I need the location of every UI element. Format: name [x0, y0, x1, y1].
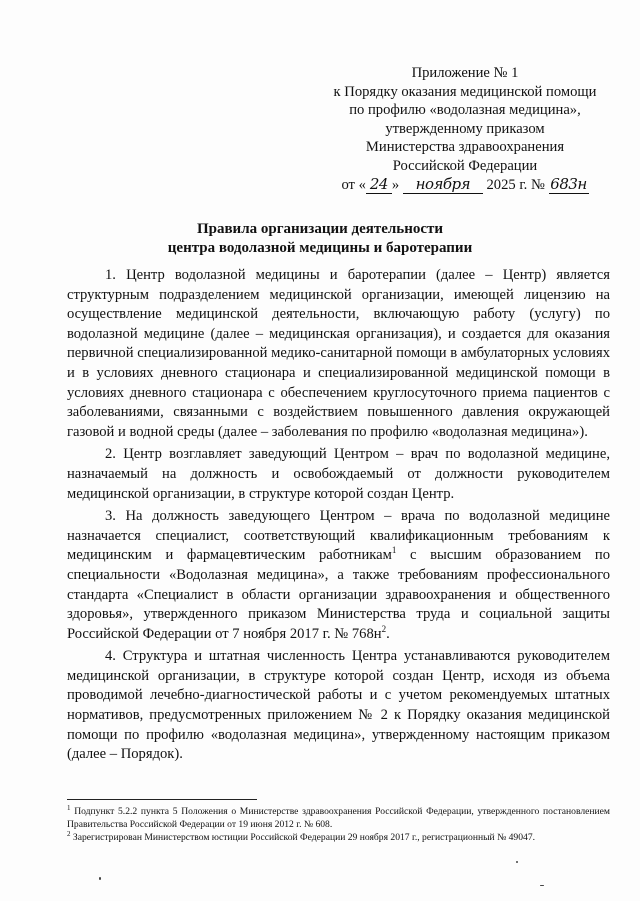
footnote-ref-2: 2: [381, 623, 387, 634]
footnote-1-text: Подпункт 5.2.2 пункта 5 Положения о Министерстве здравоохранения Российской Федерации, утвержденного постановлением Правительства Российской Федерации от 19 июня 2012 г. № 608.: [67, 806, 610, 830]
document-body: [67, 266, 610, 768]
footnote-1: [67, 803, 610, 831]
scan-speck: [516, 861, 518, 863]
date-year: 2025 г. №: [482, 176, 549, 193]
appendix-number: Приложение № 1: [411, 65, 519, 81]
date-day-handwritten: 24: [369, 174, 388, 193]
title-line-2: центра водолазной медицины и баротерапии: [167, 240, 473, 256]
footnote-2-mark: 2: [67, 830, 71, 838]
paragraph-2: 2. Центр возглавляет заведующий Центром – врач по водолазной медицине, назначаемый на должность и освобождаемый от должности руководителем медицинской организации, в структуре которой создан Центр.: [67, 446, 610, 502]
appendix-header: [330, 64, 600, 194]
appendix-line-3: по профилю «водолазная медицина»,: [349, 102, 581, 119]
paragraph-4: 4. Структура и штатная численность Центра устанавливаются руководителем медицинской организации, в структуре которой создан Центр, исходя из объема проводимой лечебно-диагностической работы и с учетом рекомендуемых штатных нормативов, предусмотренных приложением № 2 к Порядку оказания медицинской помощи по профилю «водолазная медицина», утвержденному настоящим приказом (далее – Порядок).: [67, 648, 610, 763]
paragraph-3-part-c: .: [386, 625, 390, 642]
order-number-blank: [549, 176, 589, 194]
footnote-ref-1: 1: [391, 545, 397, 556]
date-prefix: от «: [341, 176, 366, 193]
scan-speck: [540, 885, 544, 886]
document-title: [40, 220, 600, 258]
footnote-divider: [67, 799, 257, 800]
paragraph-1: 1. Центр водолазной медицины и баротерапии (далее – Центр) является структурным подразделением медицинской организации, имеющей лицензию на осуществление медицинской деятельности, включающую работу (услугу) по водолазной медицине (далее – медицинская организация), и создается для оказания первичной специализированной медико-санитарной помощи в амбулаторных условиях и в условиях дневного стационара и специализированной медицинской помощи в условиях дневного стационара с обеспечением круглосуточного приема пациентов с заболеваниями, связанными с воздействием повышенного давления окружающей газовой и водной среды (далее – заболевания по профилю «водолазная медицина»).: [67, 267, 610, 440]
appendix-line-6: Российской Федерации: [392, 157, 538, 174]
footnote-2: [67, 832, 610, 845]
appendix-line-4: утвержденному приказом: [385, 120, 545, 137]
paragraph-3: [67, 507, 610, 644]
scan-speck: [99, 877, 101, 880]
appendix-line-5: Министерства здравоохранения: [365, 139, 565, 156]
appendix-line-2: к Порядку оказания медицинской помощи: [333, 83, 597, 100]
title-line-1: Правила организации деятельности: [196, 221, 444, 237]
paragraph-3-part-b: с высшим образованием по специальности «Водолазная медицина», а также требованиям профессионального стандарта «Специалист в области организации здравоохранения и общественного здоровья», утвержденного приказом Министерства труда и социальной защиты Российской Федерации от 7 ноября 2017 г. № 768н: [67, 547, 610, 642]
date-month-handwritten: ноября: [415, 174, 471, 193]
footnote-2-text: Зарегистрирован Министерством юстиции Российской Федерации 29 ноября 2017 г., регистрационный № 49047.: [70, 832, 536, 844]
order-number-handwritten: 683н: [550, 174, 587, 193]
footnotes: [67, 803, 610, 846]
paragraph-3-part-a: 3. На должность заведующего Центром – врача по водолазной медицине назначается специалист, соответствующий квалификационным требованиям к медицинским и фармацевтическим работникам: [67, 508, 610, 564]
date-month-blank: [403, 176, 483, 194]
order-date-line: [330, 176, 600, 195]
footnote-1-mark: 1: [67, 803, 71, 812]
date-mid: »: [391, 176, 400, 193]
date-day-blank: [366, 176, 392, 194]
